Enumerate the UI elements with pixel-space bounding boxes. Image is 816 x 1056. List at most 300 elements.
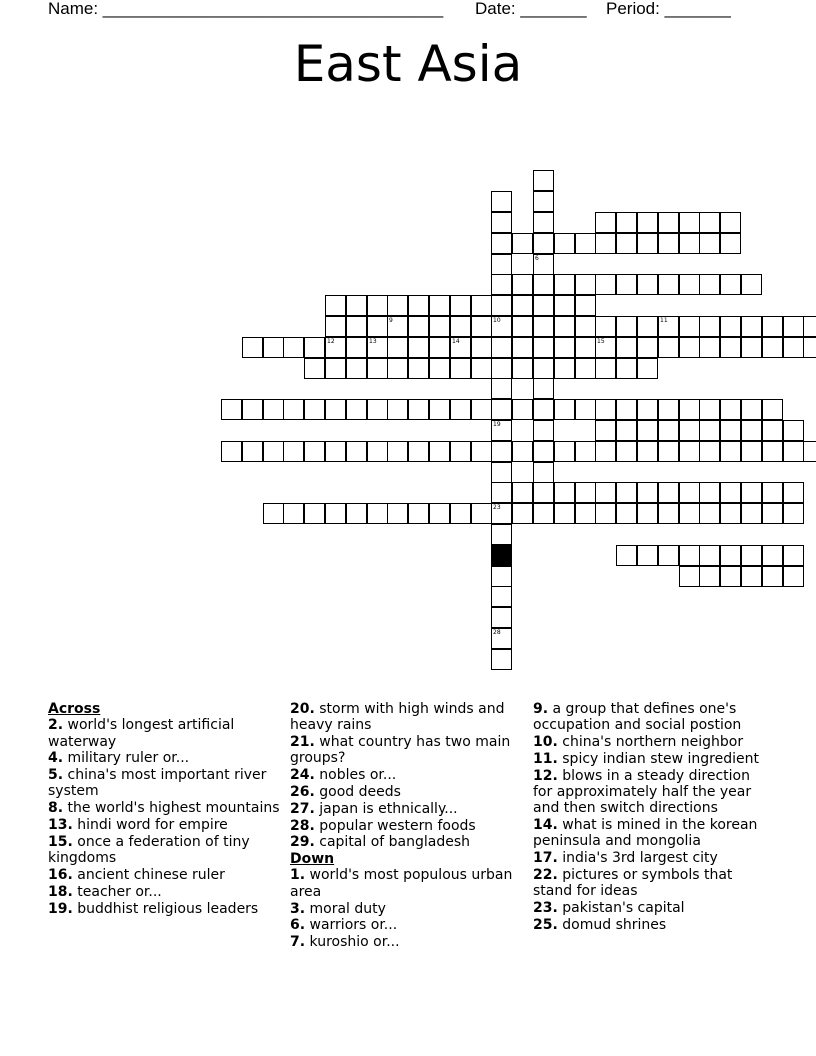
grid-cell[interactable] (325, 441, 346, 462)
grid-cell[interactable] (783, 545, 804, 566)
name-field-label[interactable]: Name: ____________________________________ (48, 0, 444, 18)
grid-cell[interactable] (263, 441, 284, 462)
grid-cell[interactable] (533, 170, 554, 191)
grid-cell[interactable] (741, 441, 762, 462)
grid-cell[interactable] (679, 566, 700, 587)
grid-cell[interactable] (741, 337, 762, 358)
clue-item-number: 4. (48, 750, 64, 767)
grid-cell[interactable] (741, 503, 762, 524)
grid-cell[interactable] (720, 399, 741, 420)
grid-cell[interactable] (699, 212, 720, 233)
clue-item (533, 701, 768, 734)
grid-cell[interactable] (533, 212, 554, 233)
grid-cell[interactable] (533, 482, 554, 503)
grid-cell[interactable] (387, 441, 408, 462)
grid-cell[interactable] (658, 337, 679, 358)
grid-cell[interactable] (450, 399, 471, 420)
clue-item (290, 917, 522, 933)
grid-cell[interactable] (471, 295, 492, 316)
grid-cell[interactable] (616, 212, 637, 233)
grid-cell[interactable] (263, 337, 284, 358)
grid-cell[interactable] (679, 420, 700, 441)
clue-item-number: 3. (290, 900, 306, 917)
grid-cell[interactable] (554, 316, 575, 337)
grid-cell[interactable] (679, 399, 700, 420)
grid-cell[interactable] (408, 295, 429, 316)
grid-cell[interactable] (471, 441, 492, 462)
grid-cell[interactable] (679, 503, 700, 524)
grid-cell[interactable] (346, 295, 367, 316)
grid-cell[interactable] (762, 441, 783, 462)
grid-cell[interactable] (367, 316, 388, 337)
clue-item-text: buddhist religious leaders (77, 900, 259, 917)
grid-cell[interactable] (491, 441, 512, 462)
grid-cell[interactable] (450, 316, 471, 337)
grid-cell[interactable] (637, 420, 658, 441)
grid-cell[interactable] (533, 337, 554, 358)
grid-cell[interactable] (595, 274, 616, 295)
grid-cell[interactable] (616, 316, 637, 337)
grid-cell[interactable] (575, 503, 596, 524)
clue-item-number: 6. (290, 917, 306, 934)
grid-cell[interactable] (512, 358, 533, 379)
grid-cell[interactable] (387, 295, 408, 316)
grid-cell[interactable] (429, 399, 450, 420)
grid-cell[interactable] (554, 337, 575, 358)
grid-cell[interactable] (720, 337, 741, 358)
grid-cell[interactable] (783, 441, 804, 462)
clue-number: 12 (327, 338, 335, 345)
grid-cell[interactable] (533, 399, 554, 420)
grid-cell[interactable] (491, 358, 512, 379)
page-title: East Asia (293, 35, 523, 93)
grid-cell[interactable] (533, 191, 554, 212)
grid-cell[interactable] (491, 337, 512, 358)
grid-cell[interactable] (450, 441, 471, 462)
grid-cell[interactable] (533, 462, 554, 483)
grid-cell[interactable] (533, 420, 554, 441)
clue-item-text: ancient chinese ruler (77, 866, 225, 883)
grid-cell[interactable] (595, 358, 616, 379)
grid-cell[interactable] (512, 337, 533, 358)
grid-cell[interactable] (304, 399, 325, 420)
grid-cell[interactable] (554, 358, 575, 379)
grid-cell[interactable] (616, 337, 637, 358)
grid-cell[interactable] (512, 503, 533, 524)
grid-cell[interactable] (679, 337, 700, 358)
grid-cell[interactable] (367, 358, 388, 379)
grid-cell[interactable] (595, 420, 616, 441)
grid-cell[interactable] (575, 482, 596, 503)
grid-cell[interactable] (429, 316, 450, 337)
grid-cell[interactable] (575, 295, 596, 316)
grid-cell[interactable] (741, 274, 762, 295)
grid-cell[interactable] (658, 482, 679, 503)
grid-cell[interactable] (699, 503, 720, 524)
grid-cell[interactable] (595, 233, 616, 254)
grid-cell[interactable] (367, 399, 388, 420)
clue-item-text: kuroshio or... (309, 934, 400, 951)
grid-cell[interactable] (346, 316, 367, 337)
grid-cell[interactable] (762, 316, 783, 337)
grid-cell[interactable] (304, 441, 325, 462)
grid-cell[interactable] (533, 233, 554, 254)
clue-item-number: 13. (48, 817, 73, 834)
grid-cell[interactable] (699, 420, 720, 441)
grid-cell[interactable] (720, 545, 741, 566)
grid-cell[interactable] (408, 399, 429, 420)
grid-cell[interactable] (616, 482, 637, 503)
grid-cell[interactable] (699, 566, 720, 587)
grid-cell[interactable] (491, 503, 512, 524)
grid-cell[interactable] (616, 399, 637, 420)
grid-cell[interactable] (491, 191, 512, 212)
grid-cell[interactable] (533, 441, 554, 462)
grid-cell[interactable] (408, 503, 429, 524)
clue-item-text: the world's highest mountains (67, 800, 280, 817)
grid-cell[interactable] (491, 607, 512, 628)
grid-cell[interactable] (283, 503, 304, 524)
grid-cell[interactable] (595, 399, 616, 420)
grid-cell[interactable] (491, 649, 512, 670)
grid-cell[interactable] (699, 233, 720, 254)
grid-cell[interactable] (346, 337, 367, 358)
grid-cell[interactable] (554, 441, 575, 462)
grid-cell[interactable] (491, 586, 512, 607)
clue-item (290, 767, 522, 783)
grid-cell[interactable] (429, 441, 450, 462)
grid-cell[interactable] (637, 503, 658, 524)
clue-item-text: once a federation of tiny kingdoms (48, 833, 250, 867)
grid-cell[interactable] (803, 337, 816, 358)
grid-cell[interactable] (575, 399, 596, 420)
grid-cell[interactable] (471, 503, 492, 524)
clue-number: 10 (493, 317, 501, 324)
grid-cell[interactable] (658, 441, 679, 462)
grid-cell[interactable] (491, 274, 512, 295)
grid-cell[interactable] (699, 545, 720, 566)
grid-cell[interactable] (304, 503, 325, 524)
grid-cell[interactable] (720, 420, 741, 441)
grid-cell[interactable] (450, 503, 471, 524)
grid-cell[interactable] (741, 545, 762, 566)
grid-cell[interactable] (762, 420, 783, 441)
grid-cell[interactable] (491, 233, 512, 254)
grid-cell[interactable] (699, 337, 720, 358)
grid-cell[interactable] (637, 399, 658, 420)
clue-item-text: nobles or... (319, 767, 397, 784)
clue-item-text: what is mined in the korean peninsula and mongolia (533, 817, 758, 850)
grid-cell[interactable] (679, 482, 700, 503)
clue-item-text: moral duty (309, 900, 386, 917)
grid-cell[interactable] (595, 482, 616, 503)
grid-cell[interactable] (491, 316, 512, 337)
grid-cell[interactable] (471, 337, 492, 358)
grid-cell[interactable] (512, 233, 533, 254)
grid-cell[interactable] (616, 274, 637, 295)
grid-cell[interactable] (491, 524, 512, 545)
grid-cell[interactable] (783, 316, 804, 337)
clue-item (290, 784, 522, 800)
grid-cell[interactable] (616, 358, 637, 379)
grid-cell[interactable] (616, 420, 637, 441)
grid-cell[interactable] (346, 358, 367, 379)
grid-cell[interactable] (658, 503, 679, 524)
grid-cell[interactable] (554, 482, 575, 503)
grid-cell[interactable] (783, 566, 804, 587)
clue-item-number: 28. (290, 817, 315, 834)
grid-cell[interactable] (512, 316, 533, 337)
grid-cell[interactable] (533, 358, 554, 379)
grid-cell[interactable] (533, 316, 554, 337)
grid-cell[interactable] (471, 399, 492, 420)
clue-item-text: china's northern neighbor (562, 734, 744, 751)
grid-cell[interactable] (491, 254, 512, 275)
clue-item-text: popular western foods (319, 817, 476, 834)
grid-cell[interactable] (679, 441, 700, 462)
grid-cell[interactable] (595, 337, 616, 358)
grid-cell[interactable] (803, 441, 816, 462)
grid-cell[interactable] (367, 337, 388, 358)
grid-cell[interactable] (575, 358, 596, 379)
clue-number: 15 (597, 338, 605, 345)
grid-cell[interactable] (491, 212, 512, 233)
grid-cell[interactable] (429, 358, 450, 379)
grid-cell[interactable] (491, 295, 512, 316)
grid-cell[interactable] (637, 337, 658, 358)
grid-cell[interactable] (554, 295, 575, 316)
grid-cell[interactable] (367, 441, 388, 462)
clue-item-text: domud shrines (562, 916, 667, 933)
grid-cell[interactable] (491, 399, 512, 420)
down-heading: Down (290, 851, 335, 868)
clue-item (48, 750, 280, 766)
grid-cell[interactable] (533, 274, 554, 295)
grid-cell[interactable] (658, 274, 679, 295)
grid-cell[interactable] (637, 358, 658, 379)
grid-cell[interactable] (367, 503, 388, 524)
grid-cell[interactable] (304, 337, 325, 358)
grid-cell[interactable] (783, 420, 804, 441)
grid-cell[interactable] (450, 295, 471, 316)
grid-cell[interactable] (325, 316, 346, 337)
grid-cell[interactable] (429, 337, 450, 358)
clue-column-1 (48, 701, 280, 917)
grid-cell[interactable] (720, 503, 741, 524)
grid-cell[interactable] (658, 316, 679, 337)
grid-cell[interactable] (783, 482, 804, 503)
grid-cell[interactable] (450, 358, 471, 379)
grid-cell[interactable] (491, 462, 512, 483)
grid-cell[interactable] (575, 337, 596, 358)
grid-cell[interactable] (429, 503, 450, 524)
grid-cell[interactable] (616, 441, 637, 462)
grid-cell[interactable] (512, 482, 533, 503)
grid-cell[interactable] (658, 545, 679, 566)
grid-cell[interactable] (679, 233, 700, 254)
grid-cell[interactable] (387, 399, 408, 420)
grid-cell[interactable] (325, 337, 346, 358)
grid-cell[interactable] (408, 316, 429, 337)
grid-cell[interactable] (512, 274, 533, 295)
clue-item (48, 767, 280, 800)
grid-cell[interactable] (658, 212, 679, 233)
grid-cell[interactable] (575, 441, 596, 462)
grid-cell[interactable] (346, 441, 367, 462)
grid-cell[interactable] (221, 399, 242, 420)
grid-cell[interactable] (429, 295, 450, 316)
grid-cell[interactable] (741, 316, 762, 337)
grid-cell[interactable] (242, 337, 263, 358)
grid-cell[interactable] (741, 420, 762, 441)
grid-cell[interactable] (533, 503, 554, 524)
grid-cell[interactable] (699, 399, 720, 420)
grid-cell[interactable] (658, 399, 679, 420)
grid-cell[interactable] (595, 503, 616, 524)
grid-cell[interactable] (699, 316, 720, 337)
grid-cell[interactable] (512, 295, 533, 316)
grid-cell[interactable] (408, 337, 429, 358)
grid-cell[interactable] (263, 503, 284, 524)
grid-cell[interactable] (741, 399, 762, 420)
grid-cell[interactable] (283, 441, 304, 462)
grid-cell[interactable] (762, 399, 783, 420)
grid-cell[interactable] (533, 295, 554, 316)
period-field-label[interactable]: Period: _______ (606, 0, 731, 18)
grid-cell[interactable] (325, 358, 346, 379)
grid-cell[interactable] (242, 399, 263, 420)
grid-cell[interactable] (263, 399, 284, 420)
grid-cell[interactable] (575, 233, 596, 254)
grid-cell[interactable] (762, 337, 783, 358)
grid-cell[interactable] (387, 358, 408, 379)
grid-cell[interactable] (679, 212, 700, 233)
grid-cell[interactable] (720, 233, 741, 254)
grid-cell[interactable] (408, 441, 429, 462)
clue-item (290, 801, 522, 817)
grid-cell[interactable] (387, 337, 408, 358)
grid-cell[interactable] (679, 545, 700, 566)
grid-cell[interactable] (325, 295, 346, 316)
grid-cell[interactable] (367, 295, 388, 316)
grid-cell[interactable] (783, 503, 804, 524)
grid-cell[interactable] (575, 316, 596, 337)
grid-cell[interactable] (637, 482, 658, 503)
grid-cell[interactable] (762, 545, 783, 566)
grid-cell[interactable] (595, 441, 616, 462)
grid-cell[interactable] (762, 482, 783, 503)
grid-cell[interactable] (616, 545, 637, 566)
grid-cell[interactable] (533, 378, 554, 399)
grid-cell[interactable] (491, 420, 512, 441)
clue-item-text: military ruler or... (67, 750, 190, 767)
grid-cell[interactable] (554, 274, 575, 295)
grid-cell[interactable] (783, 337, 804, 358)
grid-cell[interactable] (679, 316, 700, 337)
grid-cell[interactable] (616, 503, 637, 524)
grid-cell[interactable] (720, 212, 741, 233)
grid-cell[interactable] (762, 566, 783, 587)
clue-item (290, 901, 522, 917)
grid-cell[interactable] (803, 316, 816, 337)
grid-cell[interactable] (408, 358, 429, 379)
grid-cell[interactable] (658, 233, 679, 254)
grid-cell[interactable] (554, 503, 575, 524)
grid-cell[interactable] (720, 566, 741, 587)
grid-cell[interactable] (637, 545, 658, 566)
grid-cell[interactable] (720, 316, 741, 337)
grid-cell[interactable] (637, 233, 658, 254)
clue-number: 23 (493, 504, 501, 511)
grid-cell[interactable] (304, 358, 325, 379)
grid-cell[interactable] (283, 337, 304, 358)
grid-cell[interactable] (221, 441, 242, 462)
grid-cell[interactable] (325, 503, 346, 524)
grid-cell[interactable] (575, 274, 596, 295)
grid-cell[interactable] (595, 212, 616, 233)
grid-cell[interactable] (699, 274, 720, 295)
grid-cell[interactable] (741, 566, 762, 587)
grid-cell[interactable] (471, 358, 492, 379)
clue-item (533, 751, 768, 767)
grid-cell[interactable] (491, 482, 512, 503)
grid-cell[interactable] (512, 441, 533, 462)
grid-cell[interactable] (512, 399, 533, 420)
grid-cell[interactable] (325, 399, 346, 420)
grid-cell[interactable] (720, 482, 741, 503)
grid-cell[interactable] (637, 316, 658, 337)
grid-cell[interactable] (637, 274, 658, 295)
grid-cell[interactable] (387, 503, 408, 524)
grid-cell[interactable] (658, 420, 679, 441)
grid-cell[interactable] (346, 399, 367, 420)
clue-item-text: world's longest artificial waterway (48, 717, 235, 750)
grid-cell[interactable] (346, 503, 367, 524)
clue-item-number: 15. (48, 833, 73, 850)
clue-item-number: 17. (533, 850, 558, 867)
clue-number: 13 (369, 338, 377, 345)
clue-item (48, 884, 280, 900)
grid-cell[interactable] (720, 274, 741, 295)
grid-cell[interactable] (283, 399, 304, 420)
grid-cell[interactable] (554, 399, 575, 420)
grid-cell[interactable] (616, 233, 637, 254)
grid-cell[interactable] (387, 316, 408, 337)
grid-cell[interactable] (533, 254, 554, 275)
grid-cell[interactable] (471, 316, 492, 337)
grid-cell[interactable] (762, 503, 783, 524)
grid-cell[interactable] (491, 378, 512, 399)
grid-cell[interactable] (491, 566, 512, 587)
grid-cell-blocked (491, 545, 512, 566)
grid-cell[interactable] (554, 233, 575, 254)
grid-cell[interactable] (679, 274, 700, 295)
grid-cell[interactable] (637, 212, 658, 233)
grid-cell[interactable] (699, 482, 720, 503)
clue-number: 6 (535, 255, 539, 262)
date-field-label[interactable]: Date: _______ (475, 0, 587, 18)
clue-item-number: 7. (290, 934, 306, 951)
clue-item (533, 917, 768, 933)
grid-cell[interactable] (491, 628, 512, 649)
grid-cell[interactable] (637, 441, 658, 462)
grid-cell[interactable] (450, 337, 471, 358)
grid-cell[interactable] (741, 482, 762, 503)
grid-cell[interactable] (242, 441, 263, 462)
grid-cell[interactable] (595, 316, 616, 337)
grid-cell[interactable] (720, 441, 741, 462)
grid-cell[interactable] (699, 441, 720, 462)
